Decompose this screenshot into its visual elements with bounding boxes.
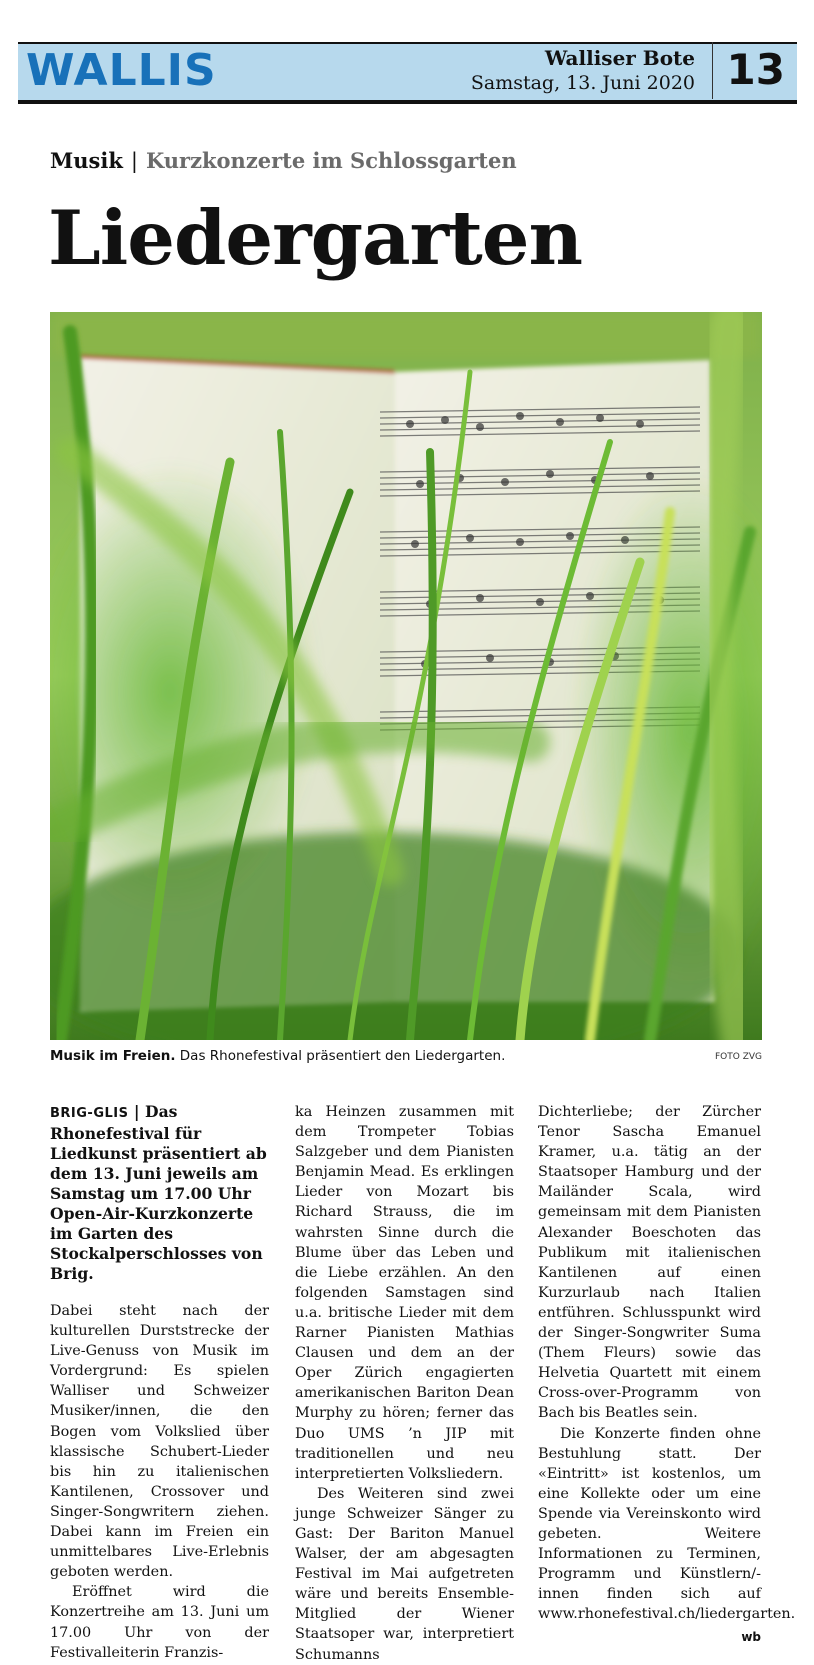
body-paragraph: Eröffnet wird die Konzertreihe am 13. Juni um 17.00 Uhr von der Festivalleiterin Franzis- xyxy=(50,1584,269,1661)
kicker-subtitle: Kurzkonzerte im Schlossgarten xyxy=(145,148,517,173)
page-number: 13 xyxy=(726,45,785,94)
publication-date: Samstag, 13. Juni 2020 xyxy=(470,72,695,94)
article-column-2 xyxy=(295,1102,514,1665)
header-divider xyxy=(712,42,713,99)
lead-text: Das Rhonefestival für Liedkunst präsentiert ab dem 13. Juni jeweils am Samstag um 17.00 Uhr Open-Air-Kurzkonzerte im Garten des Stockalperschlosses von Brig. xyxy=(50,1102,267,1283)
body-paragraph: Die Konzerte finden ohne Bestuhlung statt. Der «Eintritt» ist kostenlos, um eine Kollekte oder um eine Spende via Vereinskonto wird gebeten. Weitere Informationen zu Terminen, Programm und Künstlern/-innen finden sich auf www.rhonefestival.ch/liedergarten. xyxy=(538,1425,796,1623)
article-column-3 xyxy=(538,1102,796,1648)
photo-caption xyxy=(50,1047,650,1065)
body-paragraph: Dabei steht nach der kulturellen Durststrecke der Live-Genuss von Musik im Vordergrund: Es spielen Walliser und Schweizer Musiker/innen, die den Bogen vom Volkslied über klassische Schubert-Lieder bis hin zu italienischen Kantilenen, Crossover und Singer-Songwritern ziehen. Dabei kann im Freien ein unmittelbares Live-Erlebnis geboten werden. xyxy=(50,1303,269,1581)
photo-credit: FOTO ZVG xyxy=(715,1052,762,1062)
article-kicker xyxy=(50,146,517,176)
grass-sheet-music-image xyxy=(50,312,762,1040)
article-headline: Liedergarten xyxy=(48,194,583,282)
page-header xyxy=(18,38,797,104)
article-column-1 xyxy=(50,1102,269,1663)
dateline: BRIG-GLIS xyxy=(50,1106,129,1121)
section-name: WALLIS xyxy=(26,45,217,96)
body-paragraph: Des Weiteren sind zwei junge Schweizer Sänger zu Gast: Der Bariton Manuel Walser, der am abgesagten Festival im Mai aufgetreten wäre und bereits Ensemble-Mitglied der Wiener Staatsoper war, interpretiert Schumanns xyxy=(295,1485,514,1663)
dateline-separator: | xyxy=(133,1102,140,1121)
article-lead xyxy=(50,1102,269,1284)
body-paragraph: ka Heinzen zusammen mit dem Trompeter Tobias Salzgeber und dem Pianisten Benjamin Mead. Es erklingen Lieder von Mozart bis Richard Strauss, die im wahrsten Sinne durch die Blume über das Leben und die Liebe erzählen. An den folgenden Samstagen sind u.a. britische Lieder mit dem Rarner Pianisten Mathias Clausen und dem an der Oper Zürich engagierten amerikanischen Bariton Dean Murphy zu hören; ferner das Duo UMS ’n JIP mit traditionellen und neu interpretierten Volksliedern. xyxy=(295,1104,514,1482)
author-signature: wb xyxy=(741,1630,761,1645)
rubric-label: Musik xyxy=(50,148,123,173)
caption-text: Das Rhonefestival präsentiert den Liedergarten. xyxy=(179,1048,506,1064)
publication-name: Walliser Bote xyxy=(544,46,695,70)
kicker-separator: | xyxy=(130,149,138,173)
body-paragraph: Dichterliebe; der Zürcher Tenor Sascha Emanuel Kramer, u.a. tätig an der Staatsoper Hamburg und der Mailänder Scala, wird gemeinsam mit dem Pianisten Alexander Boeschoten das Publikum mit italienischen Kantilenen auf einen Kurzurlaub nach Italien entführen. Schlusspunkt wird der Singer-Songwriter Suma (Them Fleurs) sowie das Helvetia Quartett mit einem Cross-over-Programm von Bach bis Beatles sein. xyxy=(538,1104,761,1422)
header-rule xyxy=(18,100,797,104)
article-photo xyxy=(50,312,762,1040)
caption-lead: Musik im Freien. xyxy=(50,1048,176,1064)
